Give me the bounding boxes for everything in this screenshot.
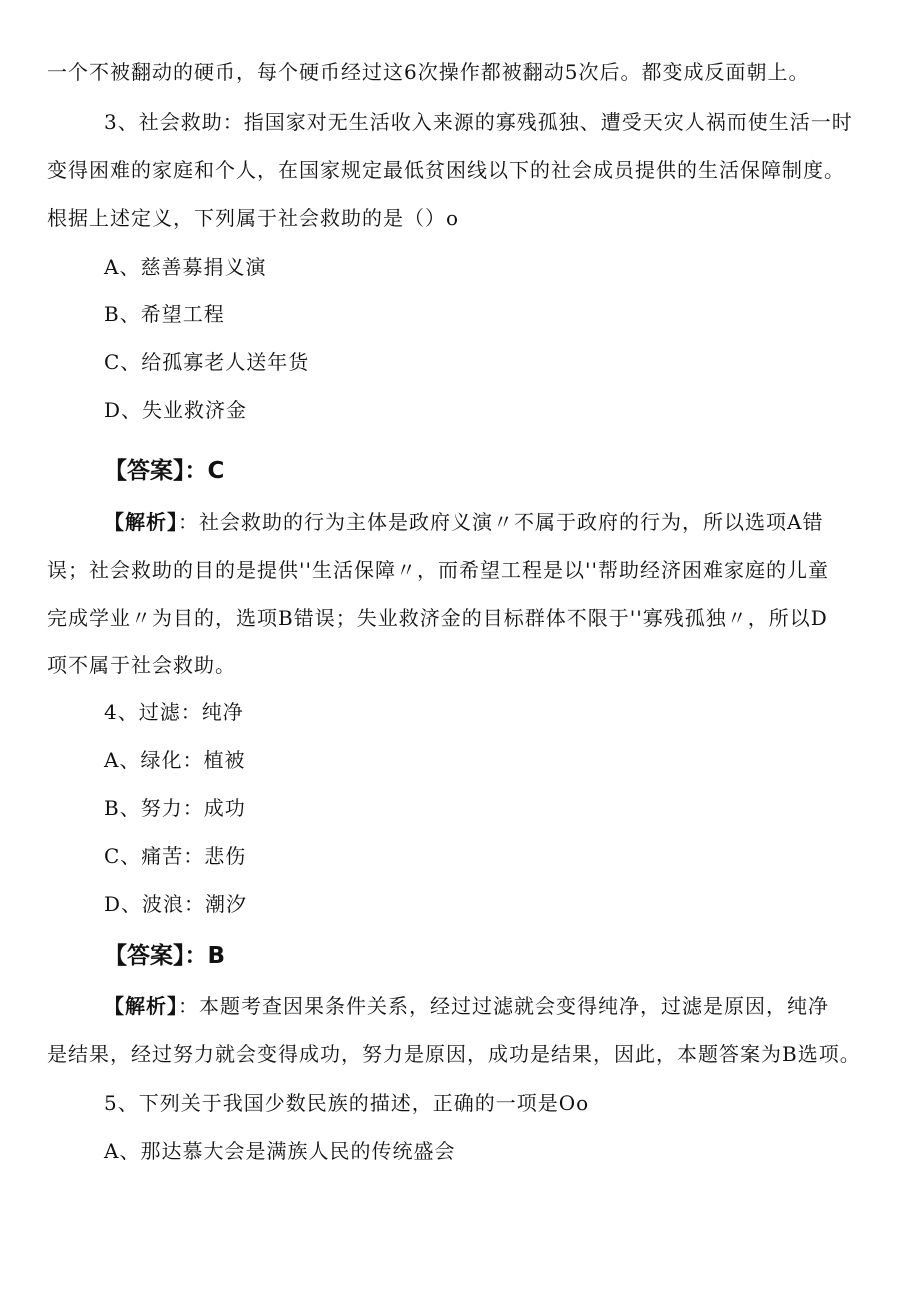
question-3-option-d: D、失业救济金 [104, 398, 248, 422]
question-4-option-d: D、波浪：潮汐 [104, 892, 248, 916]
question-3-answer: 【答案】：C [104, 458, 225, 484]
question-3-stem-line-2: 变得困难的家庭和个人，在国家规定最低贫困线以下的社会成员提供的生活保障制度。 [47, 158, 845, 182]
question-3-analysis-line-3: 完成学业〃为目的，选项B错误；失业救济金的目标群体不限于''寡残孤独〃，所以D [47, 606, 828, 630]
question-4-option-c: C、痛苦：悲伤 [104, 844, 247, 868]
question-5-option-a: A、那达慕大会是满族人民的传统盛会 [104, 1139, 456, 1163]
question-4-option-a: A、绿化：植被 [104, 748, 246, 772]
analysis-text: ：社会救助的行为主体是政府义演〃不属于政府的行为，所以选项A错 [178, 510, 824, 534]
question-3-option-a: A、慈善募捐义演 [104, 255, 267, 279]
question-5-stem: 5、下列关于我国少数民族的描述，正确的一项是Oo [104, 1091, 590, 1115]
question-4-answer: 【答案】：B [104, 943, 226, 969]
question-4-option-b: B、努力：成功 [104, 796, 246, 820]
question-3-option-c: C、给孤寡老人送年货 [104, 350, 310, 374]
question-3-analysis-line-4: 项不属于社会救助。 [47, 653, 236, 677]
question-4-stem: 4、过滤：纯净 [104, 700, 244, 724]
question-3-analysis [104, 508, 920, 536]
paragraph-line: 一个不被翻动的硬币，每个硬币经过这6次操作都被翻动5次后。都变成反面朝上。 [47, 60, 810, 84]
analysis-label: 【解析】 [104, 510, 178, 534]
question-3-option-b: B、希望工程 [104, 302, 225, 326]
analysis-label: 【解析】 [104, 994, 178, 1018]
analysis-text: ：本题考查因果条件关系，经过过滤就会变得纯净，过滤是原因，纯净 [178, 994, 829, 1018]
question-3-analysis-line-2: 误；社会救助的目的是提供''生活保障〃，而希望工程是以''帮助经济困难家庭的儿童 [47, 558, 829, 582]
question-4-analysis [104, 992, 920, 1020]
question-3-stem: 3、社会救助：指国家对无生活收入来源的寡残孤独、遭受天灾人祸而使生活一时 [104, 110, 853, 134]
question-4-analysis-line-2: 是结果，经过努力就会变得成功，努力是原因，成功是结果，因此，本题答案为B选项。 [47, 1042, 861, 1066]
question-3-stem-line-3: 根据上述定义，下列属于社会救助的是（）o [47, 206, 460, 230]
